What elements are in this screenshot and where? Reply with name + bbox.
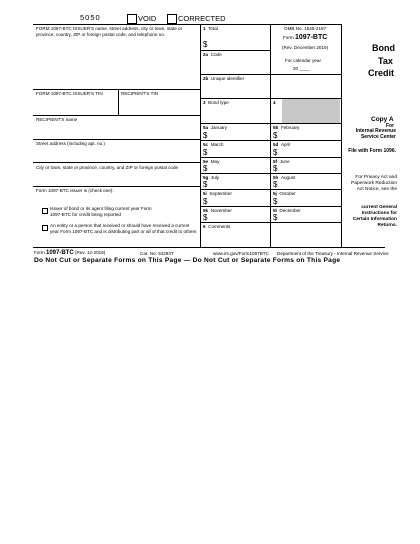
box5k-text: November [210, 208, 232, 213]
issuer-option1-checkbox[interactable] [42, 208, 48, 214]
box2b-num: 2b [203, 76, 209, 81]
box5g-num: 5g [203, 175, 209, 180]
box5i-label [203, 191, 232, 196]
copy-for-3: Service Center [360, 134, 396, 140]
box5j-num: 5j [273, 191, 277, 196]
rule-left-2 [33, 115, 200, 116]
box5a-text: January [210, 125, 228, 130]
copy-a-label: Copy A [371, 116, 394, 123]
box5f-dollar: $ [273, 164, 278, 173]
box5e-dollar: $ [203, 164, 208, 173]
omb-form-prefix: Form [283, 35, 294, 40]
box5f-text: June [279, 159, 290, 164]
box5c-label [203, 142, 223, 147]
file-with-1096: File with Form 1096. [348, 148, 396, 154]
copy-for-2: Internal Revenue [355, 128, 396, 134]
title-line-1: Bond [372, 43, 395, 53]
street-address-label: Street address (including apt. no.) [36, 141, 105, 146]
box5c-text: March [210, 142, 224, 147]
box5c-dollar: $ [203, 148, 208, 157]
rule-left-3 [33, 139, 200, 140]
box5b-label [273, 125, 299, 130]
do-not-cut-notice: Do Not Cut or Separate Forms on This Page — Do Not Cut or Separate Forms on This Page [34, 257, 341, 264]
box3-num: 3 [203, 100, 206, 105]
box1-num: 1 [203, 26, 206, 31]
box5g-text: July [210, 175, 220, 180]
rule-mid-7 [200, 173, 341, 174]
rule-tin-divider [118, 89, 119, 115]
box5h-num: 5h [273, 175, 279, 180]
box6-label [203, 224, 230, 229]
box5d-label [273, 142, 290, 147]
rule-left-4 [33, 162, 200, 163]
rule-left-1 [33, 89, 200, 90]
box5b-dollar: $ [273, 131, 278, 140]
box5b-num: 5b [273, 125, 279, 130]
box5d-num: 5d [273, 142, 279, 147]
box5a-label [203, 125, 227, 130]
box2a-num: 2a [203, 52, 209, 57]
box5k-num: 5k [203, 208, 209, 213]
footer-form-prefix: Form [34, 250, 45, 255]
box5l-num: 5l [273, 208, 277, 213]
recipient-tin-label: RECIPIENT'S TIN [121, 91, 159, 96]
box5k-dollar: $ [203, 213, 208, 222]
box6-text: Comments [208, 224, 231, 229]
box1-text: Total [208, 26, 218, 31]
box5i-num: 5i [203, 191, 207, 196]
box5a-num: 5a [203, 125, 209, 130]
rule-mid-2 [200, 74, 341, 75]
footer-cat-no: Cat. No. 54293T [140, 251, 174, 256]
box3-label [203, 100, 229, 105]
box1-label [203, 26, 218, 31]
rule-mid-4 [200, 123, 341, 124]
box2a-text: Code [210, 52, 222, 57]
title-line-2: Tax [378, 56, 393, 66]
box5j-text: October [279, 191, 296, 196]
issuer-option2-checkbox[interactable] [42, 225, 48, 231]
box4-num: 4 [273, 100, 276, 105]
box5e-text: May [210, 159, 220, 164]
box3-text: Bond type [208, 100, 229, 105]
box5d-text: April [280, 142, 291, 147]
rule-mid-6 [200, 157, 341, 158]
box5j-dollar: $ [273, 197, 278, 206]
box5l-text: December [279, 208, 301, 213]
box1-dollar: $ [203, 40, 208, 49]
box5j-label [273, 191, 296, 196]
void-checkbox[interactable] [127, 14, 137, 24]
omb-form-name [283, 35, 327, 40]
issuer-option1-label: Issuer of bond or its agent filing current year Form 1097-BTC for credit being reported [50, 206, 152, 217]
form-code: 5050 [80, 13, 101, 22]
box5c-num: 5c [203, 142, 209, 147]
form-top-border [33, 24, 342, 25]
footer-url: www.irs.gov/Form1097BTC [213, 251, 269, 256]
rule-mid-9 [200, 206, 341, 207]
issuer-name-label: FORM 1097-BTC ISSUER'S name, street address, city or town, state or province, country, ZIP or foreign postal code, and telephone no. [36, 26, 183, 37]
box5h-dollar: $ [273, 180, 278, 189]
box5i-dollar: $ [203, 197, 208, 206]
rule-mid-8 [200, 189, 341, 190]
box5g-dollar: $ [203, 180, 208, 189]
rule-left-5 [33, 186, 200, 187]
form-bottom-border [33, 247, 385, 248]
footer-department: Department of the Treasury - Internal Revenue Service [277, 251, 389, 256]
corrected-label: CORRECTED [178, 14, 226, 23]
box5l-dollar: $ [273, 213, 278, 222]
box5a-dollar: $ [203, 131, 208, 140]
issuer-tin-label: FORM 1097-BTC ISSUER'S TIN [36, 91, 103, 96]
rule-mid-10 [200, 222, 341, 223]
void-label: VOID [138, 14, 157, 23]
box4-shaded-area [282, 99, 340, 123]
issuer-is-label: Form 1097-BTC issuer is (check one): [36, 188, 114, 193]
col-divider-mid [270, 24, 271, 247]
box5f-num: 5f [273, 159, 278, 164]
title-line-3: Credit [368, 68, 395, 78]
calendar-year-label: For calendar year [285, 58, 322, 63]
omb-number: OMB No. 1545-2197 [284, 26, 327, 31]
general-instructions: current General Instructions for Certain Information Returns. [352, 205, 397, 228]
rule-mid-5 [200, 140, 341, 141]
rule-mid-1 [200, 50, 270, 51]
box2b-label [203, 76, 244, 81]
box5h-text: August [280, 175, 296, 180]
box5d-dollar: $ [273, 148, 278, 157]
footer-form-id [34, 250, 105, 256]
box2a-label [203, 52, 222, 57]
recipient-name-label: RECIPIENT'S name [36, 117, 78, 122]
copy-for-1: For [386, 123, 395, 129]
privacy-act-notice: For Privacy Act and Paperwork Reduction Act Notice, see the [351, 175, 397, 192]
footer-rev: (Rev. 12-2019) [74, 250, 106, 255]
box5e-num: 5e [203, 159, 209, 164]
box6-num: 6 [203, 224, 206, 229]
city-label: City or town, state or province, country, and ZIP or foreign postal code [36, 165, 179, 170]
box2b-text: Unique identifier [210, 76, 245, 81]
issuer-option2-label: An entity or a person that received or should have received a current year Form 1097-BTC and is distributing part or all of that credit to others [50, 223, 197, 234]
corrected-checkbox[interactable] [167, 14, 177, 24]
omb-form-number: 1097-BTC [295, 34, 328, 41]
box5b-text: February [280, 125, 300, 130]
box5i-text: September [209, 191, 232, 196]
col-divider-issuer [200, 24, 201, 247]
omb-revision: (Rev. December 2019) [282, 45, 329, 50]
col-divider-right [341, 24, 342, 247]
calendar-year-value: 20 ____ [293, 66, 310, 71]
footer-form-name: 1097-BTC [46, 250, 74, 256]
